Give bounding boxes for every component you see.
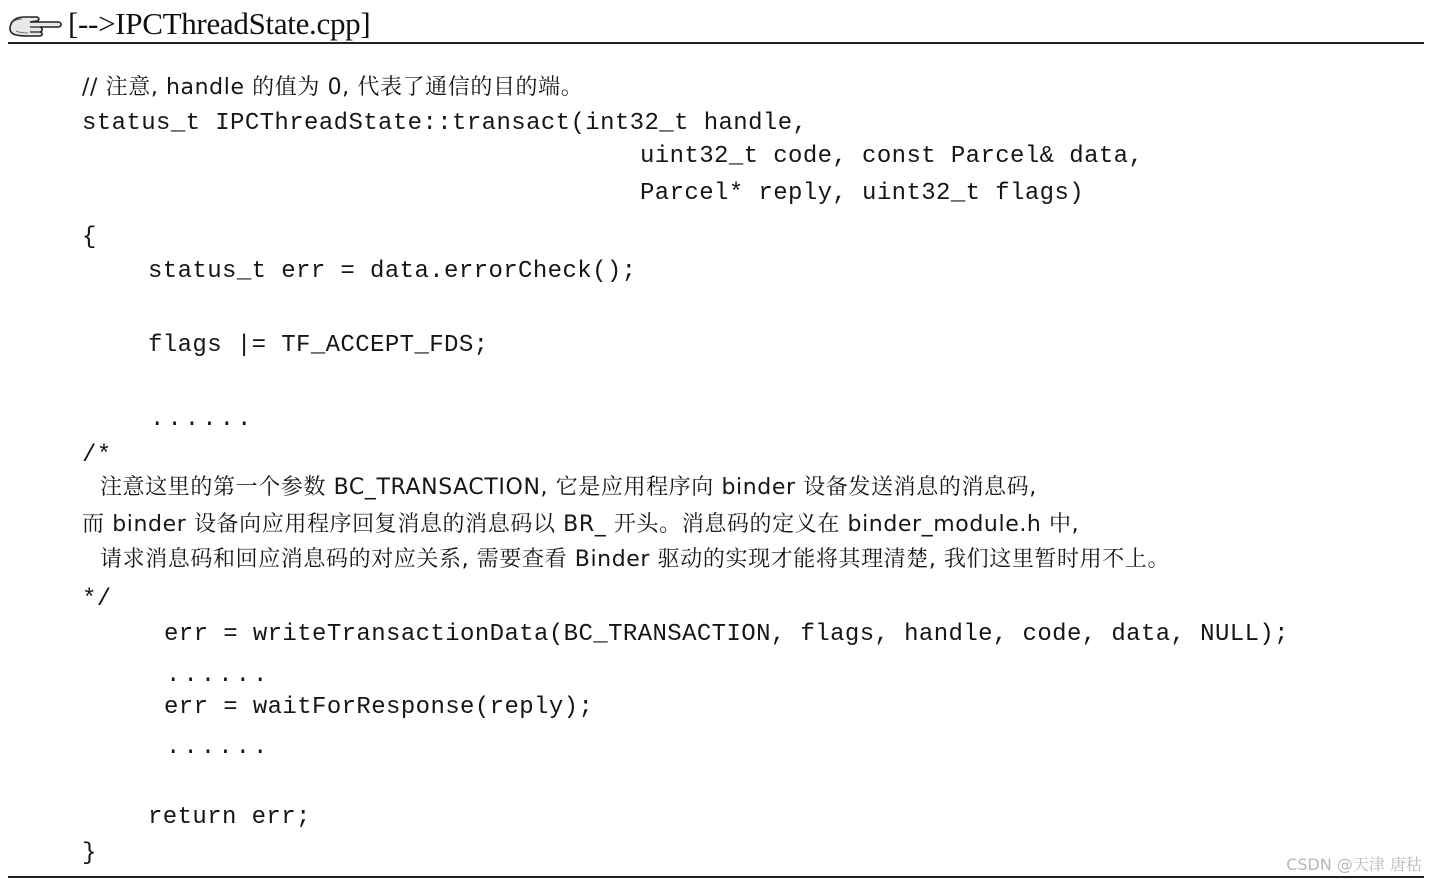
code-line-ellipsis-3: ...... (166, 734, 271, 761)
code-line-signature: status_t IPCThreadState::transact(int32_t handle, (82, 110, 808, 137)
code-line-comment-close: */ (82, 586, 112, 613)
code-line-open-brace: { (82, 224, 97, 251)
bottom-divider (8, 876, 1424, 878)
code-line-close-brace: } (82, 840, 97, 867)
code-line-ellipsis-1: ...... (150, 406, 255, 433)
code-line-flags: flags |= TF_ACCEPT_FDS; (148, 332, 489, 359)
code-line-comment-open: /* (82, 442, 112, 469)
code-line-comment-3: 请求消息码和回应消息码的对应关系, 需要查看 Binder 驱动的实现才能将其理清楚, 我们这里暂时用不上。 (100, 547, 1171, 572)
code-line-write-transaction: err = writeTransactionData(BC_TRANSACTION, flags, handle, code, data, NULL); (164, 621, 1289, 648)
code-line-ellipsis-2: ...... (166, 662, 271, 689)
code-line-error-check: status_t err = data.errorCheck(); (148, 258, 637, 285)
code-line-comment: // 注意, handle 的值为 0, 代表了通信的目的端。 (82, 75, 584, 100)
code-line-params-1: uint32_t code, const Parcel& data, (640, 143, 1144, 170)
file-title: [-->IPCThreadState.cpp] (68, 6, 371, 41)
code-line-comment-1: 注意这里的第一个参数 BC_TRANSACTION, 它是应用程序向 binder 设备发送消息的消息码, (100, 475, 1037, 500)
code-line-params-2: Parcel* reply, uint32_t flags) (640, 180, 1085, 207)
source-watermark: CSDN @天津 唐秙 (1286, 855, 1422, 874)
code-line-comment-2: 而 binder 设备向应用程序回复消息的消息码以 BR_ 开头。消息码的定义在 binder_module.h 中, (82, 512, 1080, 537)
code-line-return: return err; (148, 804, 311, 831)
code-line-wait-response: err = waitForResponse(reply); (164, 694, 594, 721)
